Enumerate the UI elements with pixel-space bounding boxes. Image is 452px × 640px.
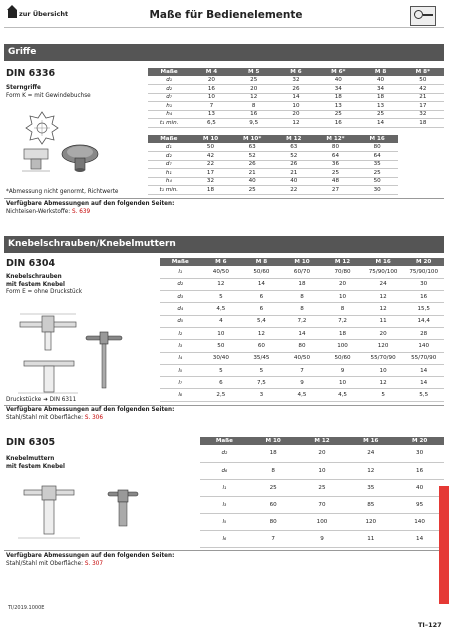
cell: d₃ <box>160 291 201 303</box>
cell: 25 <box>298 479 347 496</box>
cell: 9 <box>298 530 347 547</box>
col-head: M 10 <box>249 437 298 445</box>
table-row <box>148 102 444 111</box>
cell: 5,4 <box>241 315 282 327</box>
cell: 40/50 <box>201 266 242 278</box>
cell: 13 <box>190 110 232 119</box>
cell: 50 <box>402 76 444 85</box>
cell: l₁ <box>160 266 201 278</box>
cell: 14 <box>275 93 317 102</box>
col-head: M 16 <box>356 135 398 143</box>
cell: 80 <box>282 340 323 352</box>
cell: 16 <box>233 110 275 119</box>
table-row <box>160 266 444 278</box>
cell: 8 <box>233 102 275 111</box>
din6305-title: DIN 6305 <box>6 437 56 448</box>
cell: 20 <box>298 445 347 462</box>
din6336-desc <box>6 85 91 100</box>
din6304-desc-2: mit festem Knebel <box>6 281 65 288</box>
cell: 36 <box>315 160 357 169</box>
cell: l₃ <box>200 496 249 513</box>
cell: 21 <box>231 169 273 178</box>
table-row <box>148 143 398 152</box>
cell: 42 <box>402 85 444 94</box>
avail-line <box>6 561 174 569</box>
table-row <box>148 169 398 178</box>
col-head: Maße <box>200 437 249 445</box>
table-row <box>148 177 398 186</box>
cell: 30 <box>395 445 444 462</box>
cell: l₄ <box>160 352 201 364</box>
table-row <box>160 340 444 352</box>
cell: 12 <box>233 93 275 102</box>
cell: 75/90/100 <box>403 266 444 278</box>
col-head: M 16 <box>363 258 404 266</box>
col-head: M 20 <box>395 437 444 445</box>
cell: 35 <box>346 479 395 496</box>
din6336-footnote: *Abmessung nicht genormt, Richtwerte <box>6 189 119 195</box>
col-head: M 12 <box>273 135 315 143</box>
cell: 21 <box>273 169 315 178</box>
table-row <box>160 315 444 327</box>
col-head: M 6 <box>201 258 242 266</box>
cell: 120 <box>363 340 404 352</box>
divider <box>4 550 444 551</box>
cell: d₇ <box>148 160 190 169</box>
cell: d₇ <box>148 93 190 102</box>
page-link-306[interactable]: S. 306 <box>84 414 103 421</box>
cell: 4,5 <box>322 389 363 401</box>
cell: 35 <box>356 160 398 169</box>
cell: 60/70 <box>282 266 323 278</box>
cell: 32 <box>190 177 232 186</box>
page-number: TI–127 <box>418 621 442 629</box>
cell: 22 <box>190 160 232 169</box>
table-row <box>200 479 444 496</box>
table-row <box>148 119 444 128</box>
cell: d₄ <box>160 303 201 315</box>
cell: 120 <box>346 513 395 530</box>
cell: 6,5 <box>190 119 232 128</box>
cell: 30 <box>403 278 444 290</box>
section-band-knebel: Knebelschrauben/Knebelmuttern <box>4 236 444 253</box>
cell: 40/50 <box>282 352 323 364</box>
cell: d₁ <box>148 143 190 152</box>
cell: 10 <box>322 377 363 389</box>
cell: 16 <box>395 462 444 479</box>
cell: 80 <box>249 513 298 530</box>
col-head: M 8 <box>359 68 401 76</box>
avail-text: Stahl/Stahl mit Oberfläche: <box>6 414 85 421</box>
avail-text: Nichteisen-Werkstoffe: <box>6 208 72 215</box>
cell: 14 <box>395 530 444 547</box>
page-link-639[interactable]: S. 639 <box>72 208 91 215</box>
cell: 7 <box>282 364 323 376</box>
cell: 5 <box>363 389 404 401</box>
table-row <box>200 530 444 547</box>
cell: 16 <box>403 291 444 303</box>
cell: 25 <box>233 76 275 85</box>
cell: 20 <box>322 278 363 290</box>
din6336-table-1 <box>148 68 444 128</box>
cell: 7,2 <box>322 315 363 327</box>
cell: 18 <box>402 119 444 128</box>
din6336-desc-2: Form K = mit Gewindebuchse <box>6 92 91 99</box>
cell: 32 <box>402 110 444 119</box>
footer-code: TI/2019.1000E <box>8 605 45 611</box>
cell: 100 <box>298 513 347 530</box>
avail-line <box>6 415 174 423</box>
cell: l₇ <box>160 377 201 389</box>
cell: 50/60 <box>322 352 363 364</box>
cell: 28 <box>403 327 444 339</box>
col-head: M 12 <box>322 258 363 266</box>
cell: 40 <box>359 76 401 85</box>
cell: 26 <box>231 160 273 169</box>
cell: 24 <box>346 445 395 462</box>
col-head: M 4 <box>190 68 232 76</box>
star-grip-section-drawing <box>20 145 52 173</box>
cell: 17 <box>190 169 232 178</box>
cell: 40 <box>273 177 315 186</box>
cell: 18 <box>322 327 363 339</box>
din6336-title: DIN 6336 <box>6 68 56 79</box>
col-head: Maße <box>160 258 201 266</box>
din6305-availability <box>6 553 174 568</box>
cell: d₆ <box>200 462 249 479</box>
cell: 25 <box>231 186 273 195</box>
table-row <box>160 352 444 364</box>
cell: 14 <box>403 364 444 376</box>
table-row <box>200 445 444 462</box>
cell: l₅ <box>200 513 249 530</box>
col-head: M 10* <box>231 135 273 143</box>
col-head: M 8* <box>402 68 444 76</box>
cell: 9,5 <box>233 119 275 128</box>
cell: 80 <box>315 143 357 152</box>
cell: 5 <box>201 291 242 303</box>
cell: 63 <box>231 143 273 152</box>
cell: 20 <box>233 85 275 94</box>
din6304-desc-3: Form E = ohne Druckstück <box>6 289 83 295</box>
section-band-griffe: Griffe <box>4 44 444 61</box>
cell: 5,5 <box>403 389 444 401</box>
cell: h₁ <box>148 102 190 111</box>
cell: h₄ <box>148 110 190 119</box>
din6304-availability <box>6 407 174 422</box>
table-row <box>148 110 444 119</box>
col-head: M 12* <box>315 135 357 143</box>
cell: t₁ min. <box>148 186 190 195</box>
col-head: M 8 <box>241 258 282 266</box>
cell: 17 <box>402 102 444 111</box>
cell: 55/70/90 <box>363 352 404 364</box>
cell: l₁ <box>200 479 249 496</box>
cell: 25 <box>249 479 298 496</box>
table-row <box>160 303 444 315</box>
din6304-title: DIN 6304 <box>6 258 56 269</box>
cell: 32 <box>275 76 317 85</box>
divider <box>4 405 444 406</box>
col-head: M 10 <box>282 258 323 266</box>
cell: 140 <box>395 513 444 530</box>
col-head: M 16 <box>346 437 395 445</box>
din6336-desc-1: Sterngriffe <box>6 85 41 91</box>
cell: 24 <box>363 278 404 290</box>
col-head: M 12 <box>298 437 347 445</box>
table-row <box>148 152 398 161</box>
cell: 12 <box>201 278 242 290</box>
cell: 14 <box>359 119 401 128</box>
cell: 48 <box>315 177 357 186</box>
cell: 9 <box>322 364 363 376</box>
cell: 7 <box>190 102 232 111</box>
cell: 18 <box>282 278 323 290</box>
avail-line <box>6 209 174 217</box>
cell: 52 <box>273 152 315 161</box>
cell: 3 <box>241 389 282 401</box>
cell: l₆ <box>200 530 249 547</box>
chapter-tab <box>439 486 449 604</box>
table-row <box>160 377 444 389</box>
din6304-desc-1: Knebelschrauben <box>6 274 62 280</box>
cell: 63 <box>273 143 315 152</box>
cell: 50/60 <box>241 266 282 278</box>
header-divider <box>4 27 444 28</box>
cell: 13 <box>317 102 359 111</box>
cell: 20 <box>363 327 404 339</box>
cell: 12 <box>363 291 404 303</box>
cell: 4 <box>201 315 242 327</box>
col-head: M 6 <box>275 68 317 76</box>
cell: 50 <box>190 143 232 152</box>
cell: 52 <box>231 152 273 161</box>
col-head: M 5 <box>233 68 275 76</box>
cell: 8 <box>282 303 323 315</box>
cell: 18 <box>190 186 232 195</box>
col-head: Maße <box>148 135 190 143</box>
cell: 25 <box>317 110 359 119</box>
cell: 20 <box>190 76 232 85</box>
cell: 10 <box>201 327 242 339</box>
cell: 75/90/100 <box>363 266 404 278</box>
cell: 21 <box>402 93 444 102</box>
table-row <box>160 291 444 303</box>
cell: l₈ <box>160 389 201 401</box>
cell: 26 <box>273 160 315 169</box>
page-title: Maße für Bedienelemente <box>149 9 303 21</box>
cell: l₂ <box>160 327 201 339</box>
cell: 70/80 <box>322 266 363 278</box>
cell: 7,5 <box>241 377 282 389</box>
toggle-nut-3d-drawing <box>106 488 142 532</box>
cell: h₄ <box>148 177 190 186</box>
cell: 10 <box>298 462 347 479</box>
cell: 60 <box>241 340 282 352</box>
cell: 25 <box>356 169 398 178</box>
cell: 9 <box>282 377 323 389</box>
table-row <box>148 85 444 94</box>
cell: 16 <box>190 85 232 94</box>
cell: 95 <box>395 496 444 513</box>
din6305-desc-1: Knebelmuttern <box>6 456 55 462</box>
table-row <box>160 389 444 401</box>
din6304-desc <box>6 274 82 297</box>
cell: 10 <box>190 93 232 102</box>
cell: 12 <box>275 119 317 128</box>
cell: 80 <box>356 143 398 152</box>
cell: 50 <box>356 177 398 186</box>
din6336-availability <box>6 201 174 216</box>
cell: 70 <box>298 496 347 513</box>
cell: 18 <box>317 93 359 102</box>
din6305-desc-2: mit festem Knebel <box>6 463 65 470</box>
cell: 7,2 <box>282 315 323 327</box>
cell: 8 <box>249 462 298 479</box>
avail-text: Stahl/Stahl mit Oberfläche: <box>6 560 85 567</box>
cell: 10 <box>363 364 404 376</box>
cell: 6 <box>201 377 242 389</box>
cell: 140 <box>403 340 444 352</box>
cell: 20 <box>275 110 317 119</box>
table-row <box>148 93 444 102</box>
cell: 14 <box>403 377 444 389</box>
table-row <box>200 496 444 513</box>
toggle-screw-side-drawing <box>14 355 82 397</box>
cell: l₃ <box>160 340 201 352</box>
din6304-table <box>160 258 444 402</box>
cell: 25 <box>359 110 401 119</box>
cell: 12 <box>241 327 282 339</box>
cell: 7 <box>249 530 298 547</box>
table-row <box>148 186 398 195</box>
table-row <box>160 278 444 290</box>
cell: 11 <box>363 315 404 327</box>
cell: 8 <box>282 291 323 303</box>
cell: 10 <box>322 291 363 303</box>
cell: 60 <box>249 496 298 513</box>
cell: 18 <box>359 93 401 102</box>
cell: d₁ <box>148 76 190 85</box>
cell: 100 <box>322 340 363 352</box>
cell: 85 <box>346 496 395 513</box>
cell: h₁ <box>148 169 190 178</box>
avail-label: Verfügbare Abmessungen auf den folgenden Seiten: <box>6 407 175 413</box>
cell: 40 <box>395 479 444 496</box>
cell: 27 <box>315 186 357 195</box>
cell: 8 <box>322 303 363 315</box>
cell: 50 <box>201 340 242 352</box>
star-grip-top-drawing <box>24 110 60 146</box>
cell: 30 <box>356 186 398 195</box>
din6336-table-2 <box>148 135 398 195</box>
cell: 40 <box>317 76 359 85</box>
din6304-pressure-pad-ref[interactable]: Druckstücke ➜ DIN 6311 <box>6 397 77 403</box>
cell: 14 <box>241 278 282 290</box>
toggle-nut-drawing <box>14 482 84 544</box>
toggle-screw-3d-drawing <box>84 330 124 392</box>
cell: d₂ <box>200 445 249 462</box>
cell: 11 <box>346 530 395 547</box>
cell: 35/45 <box>241 352 282 364</box>
cell: 13 <box>359 102 401 111</box>
cell: 12 <box>346 462 395 479</box>
cell: 2,5 <box>201 389 242 401</box>
cell: 15,5 <box>403 303 444 315</box>
cell: 14,4 <box>403 315 444 327</box>
table-row <box>148 160 398 169</box>
cell: d₂ <box>148 152 190 161</box>
cell: 25 <box>315 169 357 178</box>
cell: 64 <box>356 152 398 161</box>
cell: 6 <box>241 291 282 303</box>
table-row <box>148 76 444 85</box>
cell: 5 <box>241 364 282 376</box>
cell: d₅ <box>160 315 201 327</box>
avail-label: Verfügbare Abmessungen auf den folgenden Seiten: <box>6 201 175 207</box>
cell: 4,5 <box>201 303 242 315</box>
cell: 12 <box>363 377 404 389</box>
cell: d₂ <box>160 278 201 290</box>
toggle-screw-front-drawing <box>14 310 82 354</box>
cell: 4,5 <box>282 389 323 401</box>
cell: 16 <box>317 119 359 128</box>
col-head: M 10 <box>190 135 232 143</box>
cell: 12 <box>363 303 404 315</box>
tool-logo-icon <box>410 6 436 26</box>
cell: t₁ min. <box>148 119 190 128</box>
cell: 30/40 <box>201 352 242 364</box>
cell: 5 <box>201 364 242 376</box>
cell: 22 <box>273 186 315 195</box>
col-head: M 6* <box>317 68 359 76</box>
star-grip-3d-drawing <box>58 140 102 176</box>
cell: 14 <box>282 327 323 339</box>
cell: 55/70/90 <box>403 352 444 364</box>
overview-link[interactable]: zur Übersicht <box>19 10 69 18</box>
cell: d₂ <box>148 85 190 94</box>
din6305-table <box>200 437 444 548</box>
din6305-desc <box>6 456 65 471</box>
cell: 34 <box>317 85 359 94</box>
divider <box>4 198 444 199</box>
table-row <box>200 513 444 530</box>
cell: 42 <box>190 152 232 161</box>
table-row <box>160 327 444 339</box>
cell: 64 <box>315 152 357 161</box>
col-head: Maße <box>148 68 190 76</box>
cell: 18 <box>249 445 298 462</box>
cell: 26 <box>275 85 317 94</box>
table-row <box>160 364 444 376</box>
page-link-307[interactable]: S. 307 <box>84 560 103 567</box>
table-row <box>200 462 444 479</box>
cell: 34 <box>359 85 401 94</box>
cell: 40 <box>231 177 273 186</box>
cell: 6 <box>241 303 282 315</box>
cell: 10 <box>275 102 317 111</box>
col-head: M 20 <box>403 258 444 266</box>
avail-label: Verfügbare Abmessungen auf den folgenden Seiten: <box>6 553 175 559</box>
cell: l₅ <box>160 364 201 376</box>
